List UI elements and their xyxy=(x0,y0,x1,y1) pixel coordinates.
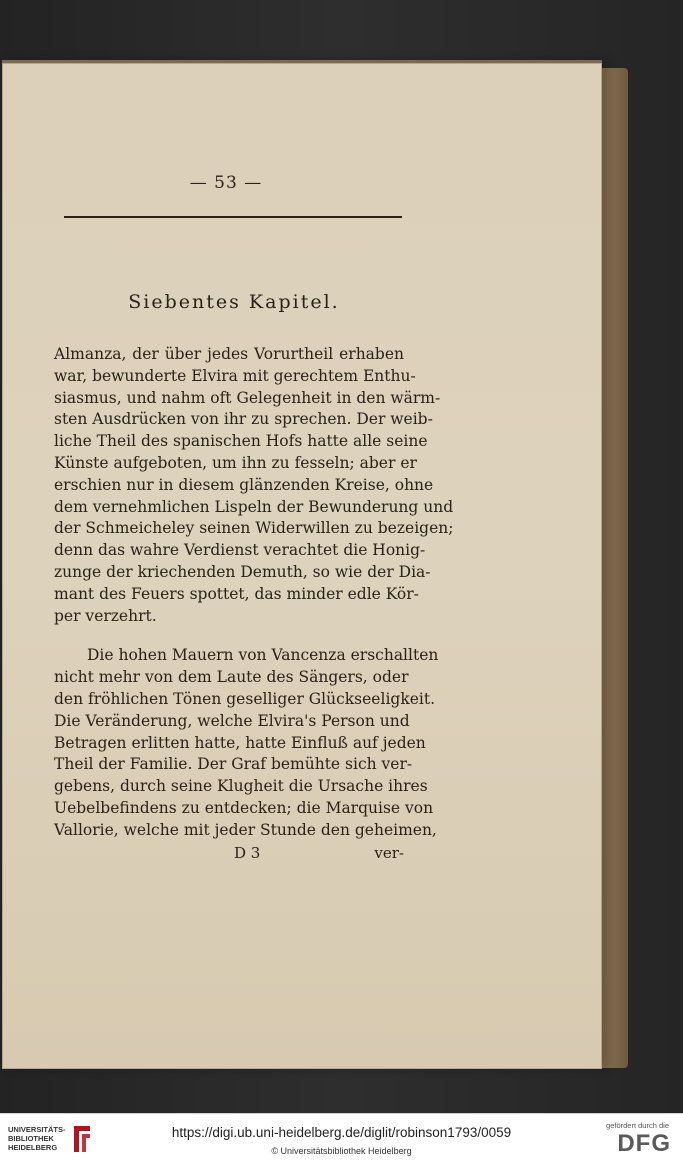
signature-line xyxy=(54,842,404,864)
library-name-line: BIBLIOTHEK xyxy=(8,1134,54,1143)
copyright-notice: © Universitätsbibliothek Heidelberg xyxy=(271,1146,412,1156)
text-line: erschien nur in diesem glänzenden Kreise, ohne xyxy=(54,475,434,494)
text-line: Die hohen Mauern von Vancenza erschallten xyxy=(87,646,439,665)
text-line: per verzehrt. xyxy=(54,606,157,625)
page-number: — 53 — xyxy=(189,173,263,193)
library-name-line: HEIDELBERG xyxy=(8,1143,58,1152)
text-line: liche Theil des spanischen Hofs hatte alle seine xyxy=(54,432,428,451)
text-line: der Schmeicheley seinen Widerwillen zu bezeigen; xyxy=(54,519,454,538)
footer-bar xyxy=(0,1113,683,1164)
text-line: mant des Feuers spottet, das minder edle Kör- xyxy=(54,584,419,603)
text-line: war, bewunderte Elvira mit gerechtem Enthu- xyxy=(54,366,416,385)
text-line: dem vernehmlichen Lispeln der Bewunderung und xyxy=(54,497,454,516)
text-line: nicht mehr von dem Laute des Sängers, oder xyxy=(54,668,409,687)
dfg-logo: DFG xyxy=(617,1130,671,1157)
text-line: gebens, durch seine Klugheit die Ursache ihres xyxy=(54,777,428,796)
text-line: Betragen erlitten hatte, hatte Einfluß auf jeden xyxy=(54,733,426,752)
permalink-url[interactable]: https://digi.ub.uni-heidelberg.de/diglit/robinson1793/0059 xyxy=(171,1125,512,1140)
text-line: denn das wahre Verdienst verachtet die Honig- xyxy=(54,541,426,560)
funder-caption: gefördert durch die xyxy=(606,1121,669,1130)
body-text xyxy=(54,344,454,864)
text-line: Die Veränderung, welche Elvira's Person und xyxy=(54,711,410,730)
text-line: Almanza, der über jedes Vorurtheil erhaben xyxy=(54,345,404,363)
book-page xyxy=(2,60,602,1069)
text-line: Vallorie, welche mit jeder Stunde den geheimen, xyxy=(54,820,437,839)
chapter-title: Siebentes Kapitel. xyxy=(128,291,340,313)
catchword: ver- xyxy=(374,843,404,862)
text-line: Uebelbefindens zu entdecken; die Marquise von xyxy=(54,798,434,817)
text-line: Theil der Familie. Der Graf bemühte sich ver- xyxy=(54,755,413,774)
library-name-line: UNIVERSITÄTS- xyxy=(8,1125,66,1134)
text-line: zunge der kriechenden Demuth, so wie der Dia- xyxy=(54,562,431,581)
signature-mark: D 3 xyxy=(234,843,261,862)
text-line: den fröhlichen Tönen geselliger Glückseeligkeit. xyxy=(54,689,435,708)
paragraph-gap xyxy=(54,627,404,645)
text-line: siasmus, und nahm oft Gelegenheit in den wärm- xyxy=(54,388,441,407)
header-rule xyxy=(64,216,402,218)
text-line: sten Ausdrücken von ihr zu sprechen. Der weib- xyxy=(54,410,433,429)
text-line: Künste aufgeboten, um ihn zu fesseln; aber er xyxy=(54,453,417,472)
